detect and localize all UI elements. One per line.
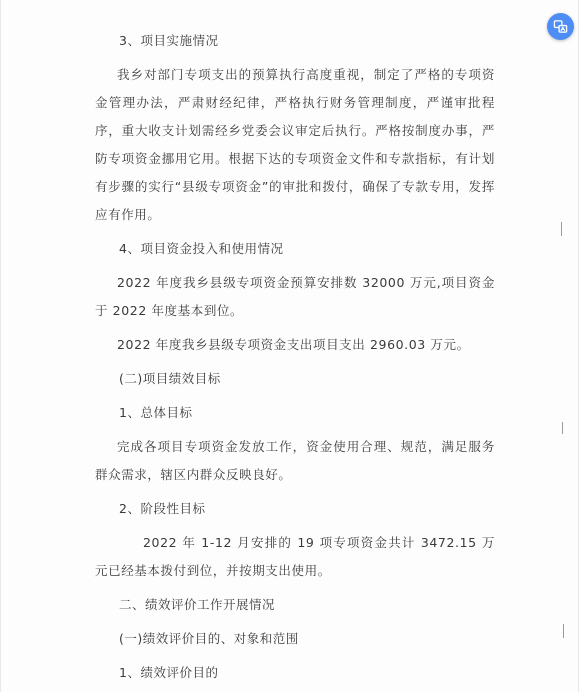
paragraph: 2022 年度我乡县级专项资金预算安排数 32000 万元,项目资金于 2022 年度基本到位。 <box>95 275 495 318</box>
scan-edge-mark <box>563 624 564 638</box>
paragraph: 我乡对部门专项支出的预算执行高度重视，制定了严格的专项资金管理办法，严肃财经纪律，严格执行财务管理制度，严谨审批程序，重大收支计划需经乡党委会议审定后执行。严格按制度办事，严防专项资金挪用它用。根据下达的专项资金文件和专款指标，有计划有步骤的实行“县级专项资金”的审批和拨付，确保了专款专用，发挥应有作用。 <box>95 67 495 222</box>
section-heading: 1、总体目标 <box>119 405 193 420</box>
section-heading: (一)绩效评价目的、对象和范围 <box>119 631 299 646</box>
section-heading: 3、项目实施情况 <box>119 33 219 48</box>
section-heading: 2、阶段性目标 <box>119 501 206 516</box>
paragraph: 2022 年度我乡县级专项资金支出项目支出 2960.03 万元。 <box>117 337 470 352</box>
section-heading: (二)项目绩效目标 <box>119 371 221 386</box>
paragraph: 完成各项目专项资金发放工作，资金使用合理、规范，满足服务群众需求，辖区内群众反映良好。 <box>95 439 495 482</box>
document-body <box>95 27 495 692</box>
scan-edge-mark <box>561 222 562 236</box>
section-heading: 二、绩效评价工作开展情况 <box>119 597 276 612</box>
paragraph: 2022 年 1-12 月安排的 19 项专项资金共计 3472.15 万元已经基本拨付到位，并按期支出使用。 <box>95 535 495 578</box>
section-heading: 4、项目资金投入和使用情况 <box>119 241 284 256</box>
scan-edge-mark <box>562 422 563 434</box>
translate-icon <box>553 19 568 34</box>
section-heading: 1、绩效评价目的 <box>119 665 219 680</box>
translate-button[interactable] <box>547 13 574 40</box>
